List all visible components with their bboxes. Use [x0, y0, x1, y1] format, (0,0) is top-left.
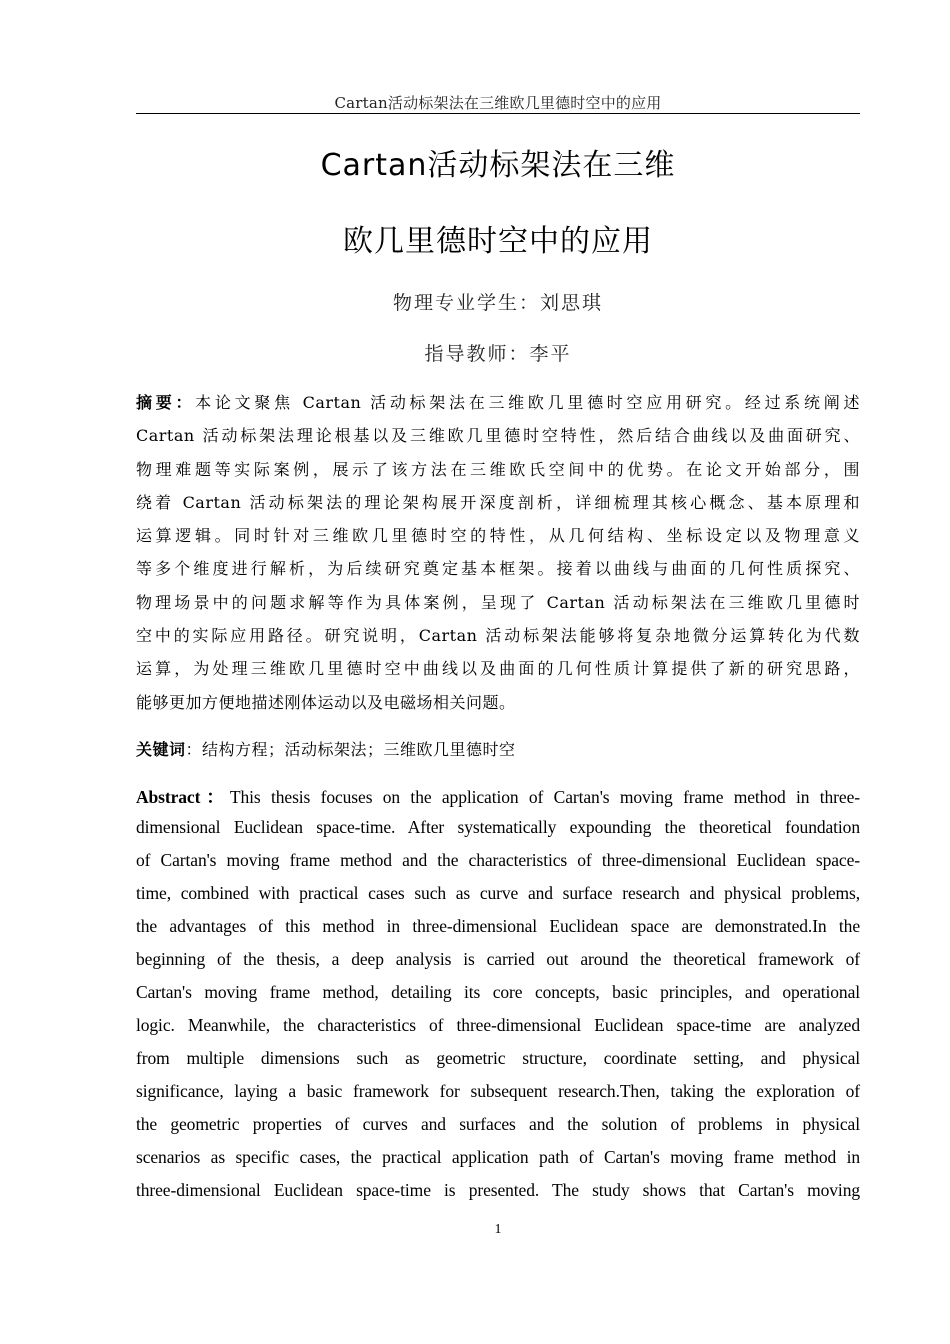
- running-header: Cartan活动标架法在三维欧几里德时空中的应用: [334, 94, 662, 112]
- student-byline: 物理专业学生：刘思琪: [392, 292, 603, 314]
- title-line-2: 欧几里德时空中的应用: [343, 224, 653, 259]
- abstract-cn-line: 运算逻辑。同时针对三维欧几里德时空的特性，从几何结构、坐标设定以及物理意义: [136, 526, 860, 545]
- abstract-cn-line: 绕着 Cartan 活动标架法的理论架构展开深度剖析，详细梳理其核心概念、基本原理和: [136, 493, 860, 512]
- abstract-en-line: logic. Meanwhile, the characteristics of three-dimensional Euclidean space-time are analyzed: [136, 1015, 860, 1035]
- abstract-cn-line: 物理难题等实际案例，展示了该方法在三维欧氏空间中的优势。在论文开始部分，围: [136, 460, 860, 479]
- abstract-en-line: of Cartan's moving frame method and the characteristics of three-dimensional Euclidean space-: [136, 850, 860, 870]
- abstract-cn-line: Cartan 活动标架法理论根基以及三维欧几里德时空特性，然后结合曲线以及曲面研究、: [136, 426, 860, 445]
- abstract-en-line: significance, laying a basic framework for subsequent research.Then, taking the exploration of: [136, 1081, 860, 1101]
- abstract-cn-line: 能够更加方便地描述刚体运动以及电磁场相关问题。: [136, 693, 516, 712]
- abstract-en-line: scenarios as specific cases, the practical application path of Cartan's moving frame method in: [136, 1147, 860, 1167]
- keywords-value: ：结构方程；活动标架法；三维欧几里德时空: [185, 740, 516, 759]
- abstract-en-line: three-dimensional Euclidean space-time is presented. The study shows that Cartan's moving: [136, 1180, 860, 1200]
- abstract-en-line: the geometric properties of curves and surfaces and the solution of problems in physical: [136, 1114, 860, 1134]
- abstract-en-line: time, combined with practical cases such as curve and surface research and physical problems,: [136, 883, 860, 903]
- abstract-en-line: from multiple dimensions such as geometric structure, coordinate setting, and physical: [136, 1048, 860, 1068]
- abstract-en-line: beginning of the thesis, a deep analysis is carried out around the theoretical framework of: [136, 949, 860, 969]
- abstract-cn-line: 空中的实际应用路径。研究说明，Cartan 活动标架法能够将复杂地微分运算转化为代数: [136, 626, 860, 645]
- abstract-cn-line: 运算，为处理三维欧几里德时空中曲线以及曲面的几何性质计算提供了新的研究思路，: [136, 659, 860, 678]
- page-number: 1: [494, 1222, 502, 1237]
- abstract-cn-line: 摘要：本论文聚焦 Cartan 活动标架法在三维欧几里德时空应用研究。经过系统阐述: [136, 393, 860, 412]
- keywords-label: 关键词: [136, 740, 186, 759]
- abstract-en-label: Abstract：: [136, 787, 230, 807]
- abstract-en-line: the advantages of this method in three-dimensional Euclidean space are demonstrated.In the: [136, 916, 860, 936]
- abstract-en-line: Cartan's moving frame method, detailing its core concepts, basic principles, and operational: [136, 982, 860, 1002]
- abstract-cn-line: 等多个维度进行解析，为后续研究奠定基本框架。接着以曲线与曲面的几何性质探究、: [136, 559, 860, 578]
- title-line-1: Cartan活动标架法在三维: [320, 148, 676, 183]
- abstract-cn-label: 摘要：: [136, 393, 196, 412]
- abstract-en-line: Abstract：This thesis focuses on the application of Cartan's moving frame method in three-: [136, 787, 860, 807]
- advisor-byline: 指导教师：李平: [424, 343, 572, 365]
- keywords-cn: [136, 737, 860, 770]
- abstract-en-line: dimensional Euclidean space-time. After systematically expounding the theoretical foundation: [136, 817, 860, 837]
- header-rule: [136, 113, 860, 114]
- abstract-cn-line: 物理场景中的问题求解等作为具体案例，呈现了 Cartan 活动标架法在三维欧几里德时: [136, 593, 860, 612]
